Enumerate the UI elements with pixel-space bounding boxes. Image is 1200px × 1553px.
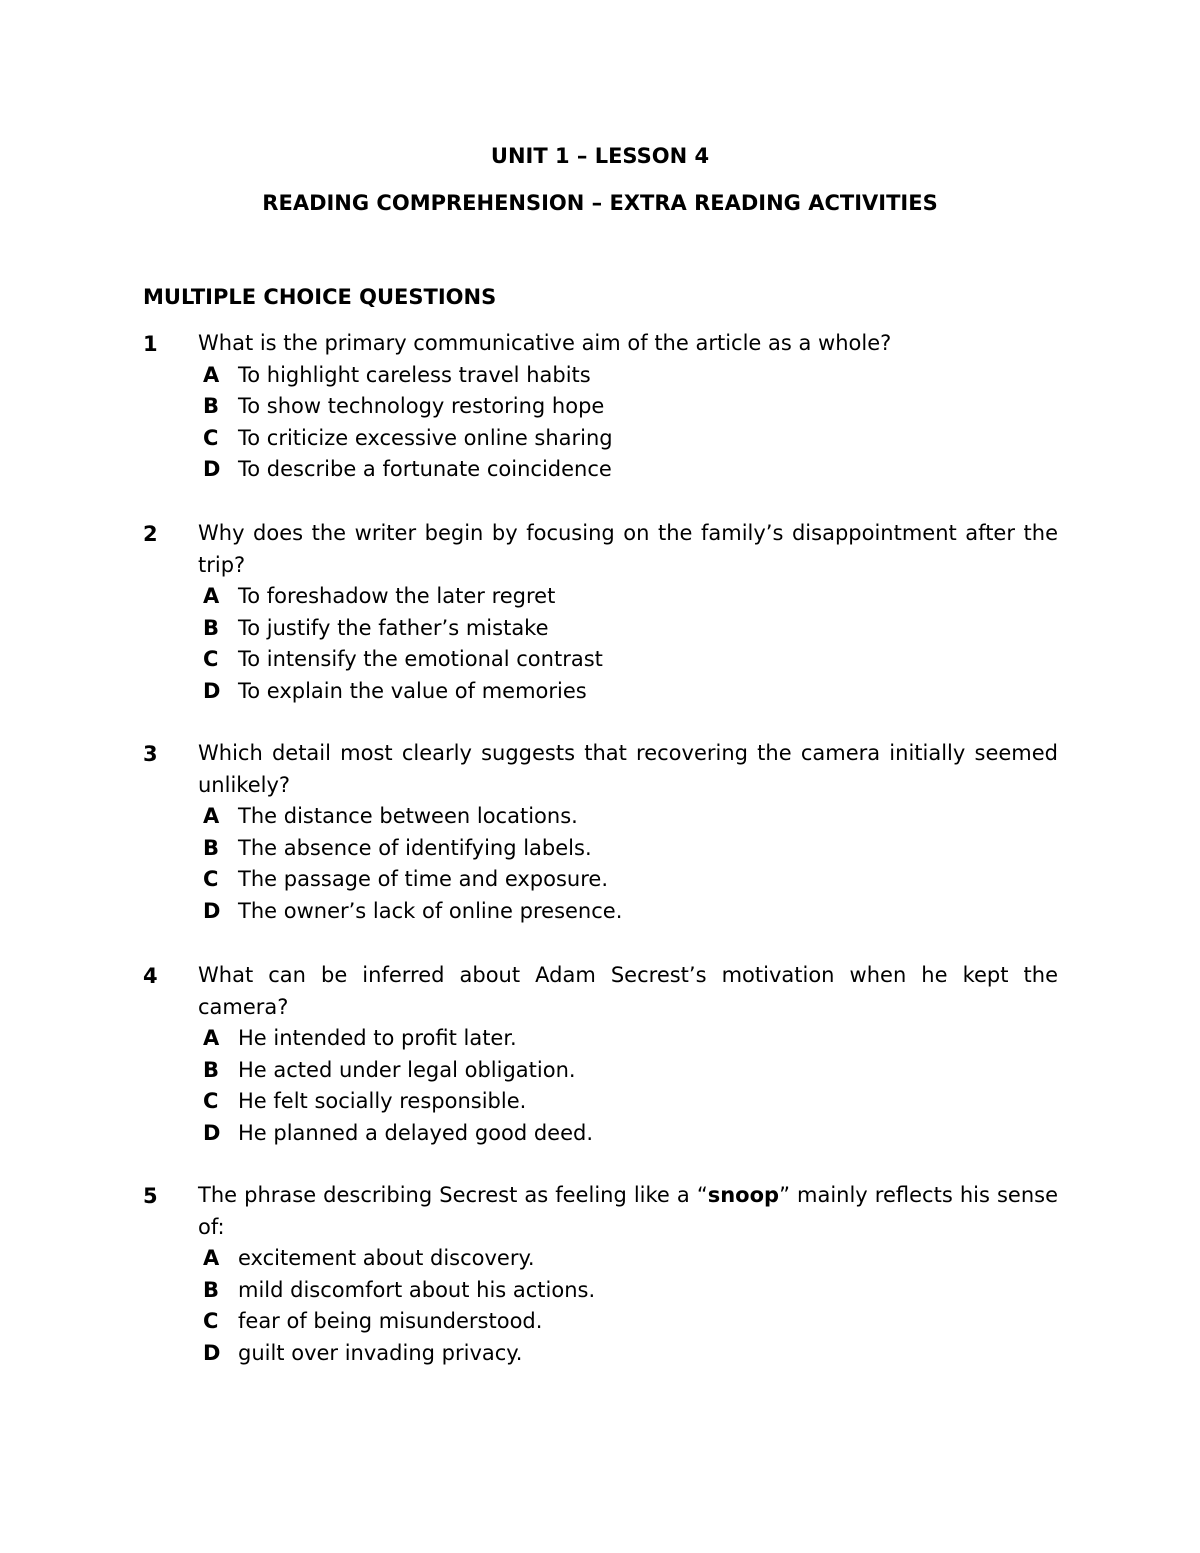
option-b	[203, 391, 1058, 423]
option-letter: C	[203, 1309, 219, 1333]
unit-title: UNIT 1 – LESSON 4	[490, 144, 710, 168]
question-text: Which detail most clearly suggests that recovering the camera initially seemed unlikely?	[198, 741, 1058, 797]
question-number: 4	[143, 964, 158, 988]
option-text: To criticize excessive online sharing	[238, 425, 613, 450]
option-c	[203, 644, 1058, 676]
option-d	[203, 676, 1058, 708]
option-b	[203, 1275, 1058, 1307]
option-d	[203, 454, 1058, 486]
question-text	[198, 1180, 1058, 1243]
option-letter: B	[203, 394, 220, 418]
option-a	[203, 1243, 1058, 1275]
option-text: To explain the value of memories	[238, 678, 587, 703]
option-letter: A	[203, 362, 220, 387]
question-text: What is the primary communicative aim of the article as a whole?	[198, 331, 892, 355]
option-letter: A	[203, 804, 220, 828]
option-d	[203, 1118, 1058, 1150]
option-text: To describe a fortunate coincidence	[238, 457, 612, 481]
question-text-before: The phrase describing Secrest as feeling like a “	[198, 1183, 708, 1207]
option-b	[203, 1055, 1058, 1087]
option-d	[203, 896, 1058, 928]
question-4	[143, 960, 1058, 1149]
option-a	[203, 360, 1058, 392]
question-text-after: ” mainly reflects his sense of:	[198, 1183, 1058, 1239]
page-subtitle: READING COMPREHENSION – EXTRA READING ACTIVITIES	[262, 191, 938, 215]
option-text: The passage of time and exposure.	[238, 867, 609, 891]
option-letter: C	[203, 425, 219, 450]
option-text: He acted under legal obligation.	[238, 1057, 576, 1082]
option-text: He felt socially responsible.	[238, 1089, 527, 1113]
option-text: guilt over invading privacy.	[238, 1340, 523, 1365]
option-letter: C	[203, 867, 219, 891]
option-a	[203, 801, 1058, 833]
option-text: fear of being misunderstood.	[238, 1309, 543, 1333]
option-letter: D	[203, 457, 221, 481]
option-letter: D	[203, 1340, 221, 1365]
option-text: excitement about discovery.	[238, 1246, 535, 1270]
option-text: He intended to profit later.	[238, 1026, 517, 1050]
option-letter: B	[203, 615, 220, 640]
option-c	[203, 423, 1058, 455]
option-b	[203, 613, 1058, 645]
option-letter: D	[203, 1120, 221, 1145]
keyword-snoop: snoop	[707, 1183, 780, 1207]
option-text: He planned a delayed good deed.	[238, 1120, 594, 1145]
option-text: The absence of identifying labels.	[238, 835, 592, 860]
option-letter: A	[203, 1246, 220, 1270]
option-a	[203, 1023, 1058, 1055]
option-letter: D	[203, 678, 221, 703]
question-text: What can be inferred about Adam Secrest’s motivation when he kept the camera?	[198, 963, 1058, 1019]
question-text: Why does the writer begin by focusing on the family’s disappointment after the trip?	[198, 521, 1058, 577]
option-letter: C	[203, 647, 219, 671]
option-d	[203, 1338, 1058, 1370]
question-5	[143, 1180, 1058, 1369]
option-text: The owner’s lack of online presence.	[238, 898, 623, 923]
question-1	[143, 328, 1058, 486]
option-text: To foreshadow the later regret	[238, 584, 556, 608]
option-a	[203, 581, 1058, 613]
question-number: 5	[143, 1184, 158, 1208]
option-letter: C	[203, 1089, 219, 1113]
option-c	[203, 1306, 1058, 1338]
option-text: To intensify the emotional contrast	[238, 647, 603, 671]
option-text: To show technology restoring hope	[238, 394, 605, 418]
option-text: mild discomfort about his actions.	[238, 1277, 596, 1302]
question-number: 3	[143, 742, 158, 766]
option-letter: D	[203, 898, 221, 923]
option-letter: B	[203, 835, 220, 860]
section-title: MULTIPLE CHOICE QUESTIONS	[143, 285, 497, 309]
option-b	[203, 833, 1058, 865]
option-text: To highlight careless travel habits	[238, 362, 591, 387]
question-3	[143, 738, 1058, 927]
option-text: The distance between locations.	[238, 804, 578, 828]
option-c	[203, 1086, 1058, 1118]
question-number: 2	[143, 522, 158, 546]
option-letter: B	[203, 1277, 220, 1302]
option-letter: A	[203, 1026, 220, 1050]
option-letter: B	[203, 1057, 220, 1082]
option-c	[203, 864, 1058, 896]
question-2	[143, 518, 1058, 707]
question-number: 1	[143, 332, 158, 356]
option-text: To justify the father’s mistake	[238, 615, 549, 640]
option-letter: A	[203, 584, 220, 608]
